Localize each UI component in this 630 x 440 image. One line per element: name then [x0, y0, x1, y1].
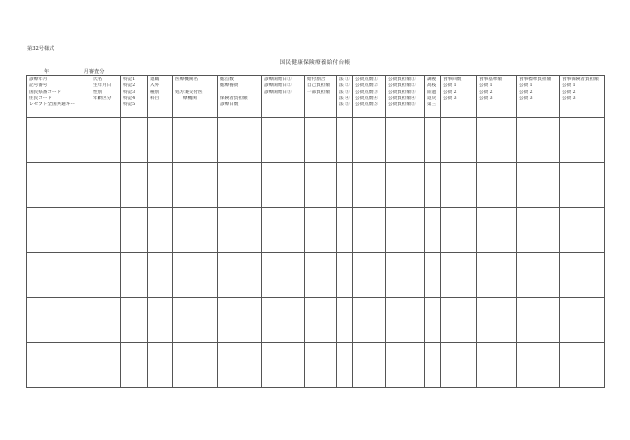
table-row [27, 208, 605, 253]
header-start-dates: 診療開始日① 診療開始日② 診療開始日③ [262, 76, 305, 118]
header-patient [27, 76, 121, 118]
header-special-notes: 特記1 特記2 特記3 特記4 特記5 [121, 76, 148, 118]
header-category: 退職 入外 種別 科目 [148, 76, 173, 118]
table-row [27, 163, 605, 208]
header-status: 調視 高枝 陸過 返戻 第三 [425, 76, 441, 118]
year-label: 年 [44, 69, 50, 75]
form-number: 第32号様式 [27, 46, 55, 52]
header-benefit: 給付割合 自己負担額 一部負担額 [305, 76, 337, 118]
table-row [27, 118, 605, 163]
header-meal-count: 食事回数 公費 1 公費 2 公費 3 [441, 76, 477, 118]
header-line: 診療年月 氏名 [29, 77, 103, 82]
header-points: 総点数 総療養費 保険者負担額 診療日数 [218, 76, 262, 118]
form-title: 国民健康保険療養給付台帳 [279, 60, 351, 66]
header-law: 法 ① 法 ② 法 ③ 法 ④ 法 ⑤ [337, 76, 353, 118]
header-line: 国民県番コード 性別 [29, 89, 103, 95]
ledger-table [26, 75, 605, 388]
header-meal-standard: 食事基準額 公費 1 公費 2 公費 3 [477, 76, 517, 118]
table-row [27, 253, 605, 298]
header-line: 住民コード 年齢区分 [29, 95, 112, 101]
header-line: 記号番号 生年月日 [29, 83, 112, 89]
review-period [44, 68, 104, 75]
table-row [27, 343, 605, 388]
month-review-label: 月審査分 [83, 69, 105, 75]
table-row [27, 298, 605, 343]
header-meal-insurer: 食事保険者負担額 公費 1 公費 2 公費 3 [560, 76, 605, 118]
header-meal-burden: 食事標準負担額 公費 1 公費 2 公費 3 [517, 76, 560, 118]
header-public-burden: 公費負担額① 公費負担額② 公費負担額③ 公費負担額④ 公費負担額⑤ [386, 76, 425, 118]
header-institution: 医療機関名 処方箋交付医 療機関 [173, 76, 218, 118]
header-public-points: 公費点数① 公費点数② 公費点数③ 公費点数④ 公費点数⑤ [353, 76, 386, 118]
header-line: レセプト全国共通キー [29, 102, 75, 108]
header-row [27, 76, 605, 118]
